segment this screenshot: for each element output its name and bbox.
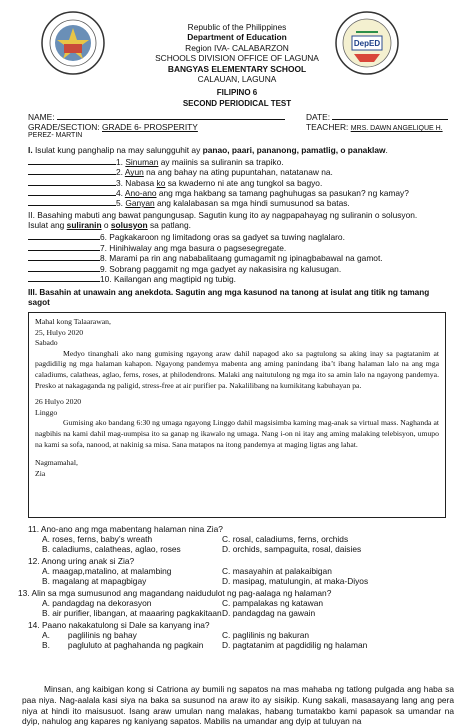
header-line: Republic of the Philippines [187,22,287,32]
part2-text: sa patlang. [147,220,191,230]
name-field[interactable] [57,111,285,120]
answer-blank[interactable] [28,252,100,261]
part2-item [28,242,286,253]
part2-item [28,273,236,284]
item-pronoun: Sinuman [125,157,159,167]
option-letter: D. pagtatanim at pagdidilig ng halaman [222,640,368,650]
item-text: ay maiinis sa suliranin sa trapiko. [158,157,284,167]
item-pronoun: Ganyan [125,198,155,209]
part1-item [28,197,350,208]
letter-signature: Zia [35,468,46,478]
name-label: NAME: [28,112,55,122]
header-line: BANGYAS ELEMENTARY SCHOOL [167,63,307,74]
letter-day: Linggo [35,407,58,417]
answer-blank[interactable] [28,242,100,251]
letter-body: Gumising ako bandang 6:30 ng umaga ngayong Linggo dahil magsisimba kaming mag-anak sa virtual mass. Naghanda at nagbihis na kami dahil mag-uumpisa ito sa ganap ng ikawalo ng umaga. Nang i-on ni itay ang aming malaking telebisyon, umupo na kami sa sofa, nanood, at nakinig sa misa. Sana matapos na itong pandemya at maging ligtas ang lahat. [35,418,439,449]
answer-option[interactable] [42,566,171,576]
answer-option[interactable] [42,544,181,554]
option-letter: B. caladiums, calatheas, aglao, roses [42,544,181,554]
test-title: SECOND PERIODICAL TEST [182,99,292,108]
answer-option[interactable] [222,566,332,576]
part2-instruction: II. Basahing mabuti ang bawat pangungusap. Sagutin kung ito ay nagpapahayag ng suliranin o solusyon. [28,210,418,220]
school-logo-text: DepED [353,39,381,48]
part2-item [28,252,383,263]
part2-item [28,231,345,242]
option-letter: C. rosal, caladiums, ferns, orchids [222,534,349,544]
part1-number: I. [28,145,33,155]
option-letter: D. orchids, sampaguita, rosal, daisies [222,544,362,554]
part1-end: . [385,145,388,155]
letter-date: 25, Hulyo 2020 [35,327,84,337]
option-text: pagluluto at paghahanda ng pagkain [67,640,204,650]
option-letter: C. masayahin at palakaibigan [222,566,332,576]
story-paragraph [22,684,454,727]
part3-instruction: III. Basahin at unawain ang anekdota. Sagutin ang mga kasunod na tanong at isulat ang titik ng tamang [28,288,430,297]
item-text: ang mga hakbang sa tamang paghuhugas sa pasukan? ng kamay? [156,187,409,198]
answer-option[interactable] [42,608,222,618]
answer-option[interactable] [222,640,367,650]
answer-option[interactable] [222,608,315,618]
part2-text: Isulat ang [28,220,67,230]
item-number: 5. [116,198,126,209]
date-field[interactable] [332,111,448,120]
part3-instruction-2: sagot [28,298,50,307]
option-text: paglilinis ng bahay [67,630,137,640]
item-text: 7. Hinihiwalay ang mga basura o pagsesegregate. [100,242,287,253]
part2-text: o [101,220,111,230]
answer-option[interactable] [222,630,309,640]
item-text: sa kwaderno ni ate ang tungkol sa bagyo. [165,177,323,188]
teacher-label: TEACHER: [306,122,349,132]
item-number: 3. Nabasa [116,177,157,188]
option-letter: D. pandagdag na gawain [222,608,316,618]
part1-instruction [28,145,388,155]
name-row [28,111,285,122]
letter-date: 26 Hulyo 2020 [35,397,82,407]
story-text: Minsan, ang kaibigan kong si Catriona ay bumili ng sapatos na mas mahaba ng tatlong pulgada ang haba sa paa niya. Nag-aalala kasi siya na baka sa susunod na araw ito ay sisikip. Kung sakali, masasayang lang ang pera niya at hindi ito maisusuot. Isang araw umulan nang malakas, habang tumatakbo kami papasok sa umandar na dyip, nahulog ang kapares ng kaniyang sapatos. Mabilis na umandar ang dyip at tuluyan na [22,684,454,727]
option-letter: B. magalang at mapagbigay [42,576,147,586]
question-text: 14. Paano nakakatulong si Dale sa kanyang ina? [28,620,210,630]
date-label: DATE: [306,112,331,122]
answer-option[interactable] [222,576,368,586]
answer-option[interactable] [42,534,152,544]
part2-item [28,263,341,274]
part1-text: Isulat kung panghalip na may salungguhit ay [34,145,203,155]
option-letter: A. maagap,matalino, at malambing [42,566,172,576]
option-letter: C. pampalakas ng katawan [222,598,324,608]
answer-blank[interactable] [28,187,116,196]
answer-option[interactable] [42,640,203,650]
letter-greeting: Mahal kong Talaarawan, [35,317,111,326]
answer-option[interactable] [222,598,323,608]
answer-blank[interactable] [28,231,100,240]
option-letter: B. air purifier, libangan, at maaaring pagkakitaan [42,608,222,618]
header-line: Region IVA- CALABARZON [185,42,289,53]
grade-value: GRADE 6- PROSPERITY [102,122,198,132]
question-text: 13. Alin sa mga sumusunod ang magandang naidudulot ng pag-aalaga ng halaman? [18,588,332,598]
answer-option[interactable] [222,534,348,544]
school-header [0,22,474,84]
question-text: 12. Anong uring anak si Zia? [28,556,135,566]
teacher-value: MRS. DAWN ANGELIQUE H. [350,125,443,132]
part2-instruction-2 [28,220,191,230]
answer-option[interactable] [42,630,137,640]
header-line: CALAUAN, LAGUNA [197,74,277,85]
item-pronoun: ko [156,177,166,188]
letter-body: Medyo tinanghali ako nang gumising ngayong araw dahil napagod ako sa pagtulong sa aking inay sa pagtatanim at pagdidilig ng mga halaman kahapon. Ngayong pandemya mabenta ang aming panindang iba’t ibang halaman lalo na ang mga caladiums, calatheas, aglao, ferns, roses, at philodendrons. Malaki ang naitutulong ng mga ito sa amin lalo na ngayong pandemya. Presko at nakagaganda ng paligid, stress-free at air purifier pa. Nakalilibang na kumikitang kabuhayan pa. [35,348,439,390]
header-line: Department of Education [187,32,287,43]
answer-blank[interactable] [28,197,116,206]
option-letter: A. [42,630,50,640]
item-text: 9. Sobrang paggamit ng mga gadyet ay nakasisira ng kalusugan. [100,263,342,274]
item-number: 1. [116,157,126,167]
teacher-value-cont: PEREZ- MARTIN [28,132,83,139]
answer-blank[interactable] [28,156,116,165]
teacher-row [306,122,443,132]
subject-title: FILIPINO 6 [216,88,258,97]
part2-suliranin: suliranin [66,220,102,230]
letter-closing: Nagmamahal, [35,458,78,468]
item-number: 4. [116,187,125,198]
option-letter: A. roses, ferns, baby’s wreath [42,534,153,544]
option-letter: D. masipag, matulungin, at maka-Diyos [222,576,369,586]
item-text: 8. Marami pa rin ang nababalitaang gumagamit ng ipinagbabawal na gamot. [100,253,383,264]
letter-day: Sabado [35,338,58,348]
item-text: ang kalalabasan sa mga hindi sumusunod sa batas. [154,198,350,209]
item-pronoun: Ano-ano [124,187,157,198]
answer-option[interactable] [42,598,151,608]
date-row [306,111,448,122]
answer-blank[interactable] [28,263,100,272]
answer-blank[interactable] [28,273,100,282]
item-text: 6. Pagkakaroon ng limitadong oras sa gadyet sa tuwing naglalaro. [100,232,345,242]
question-text: 11. Ano-ano ang mga mabentang halaman nina Zia? [28,524,223,534]
answer-option[interactable] [222,544,361,554]
grade-label: GRADE/SECTION: [28,122,100,132]
option-letter: C. paglilinis ng bakuran [222,630,310,640]
item-text: na ang bahay na ating pupuntahan, natatanaw na. [143,167,333,178]
option-letter: B. [42,640,50,650]
answer-option[interactable] [42,576,146,586]
item-pronoun: Ayun [124,167,144,178]
answer-blank[interactable] [28,166,116,175]
header-line: SCHOOLS DIVISION OFFICE OF LAGUNA [155,53,319,64]
item-text: 10. Kailangan ang magtipid ng tubig. [100,274,236,285]
part2-solusyon: solusyon [110,220,148,230]
item-number: 2. [116,167,125,178]
part1-choices: panao, paari, pananong, pamatlig, o panaklaw [202,145,386,155]
grade-row [28,122,198,132]
diary-letter [28,312,446,518]
answer-blank[interactable] [28,177,116,186]
option-letter: A. pandagdag na dekorasyon [42,598,152,608]
